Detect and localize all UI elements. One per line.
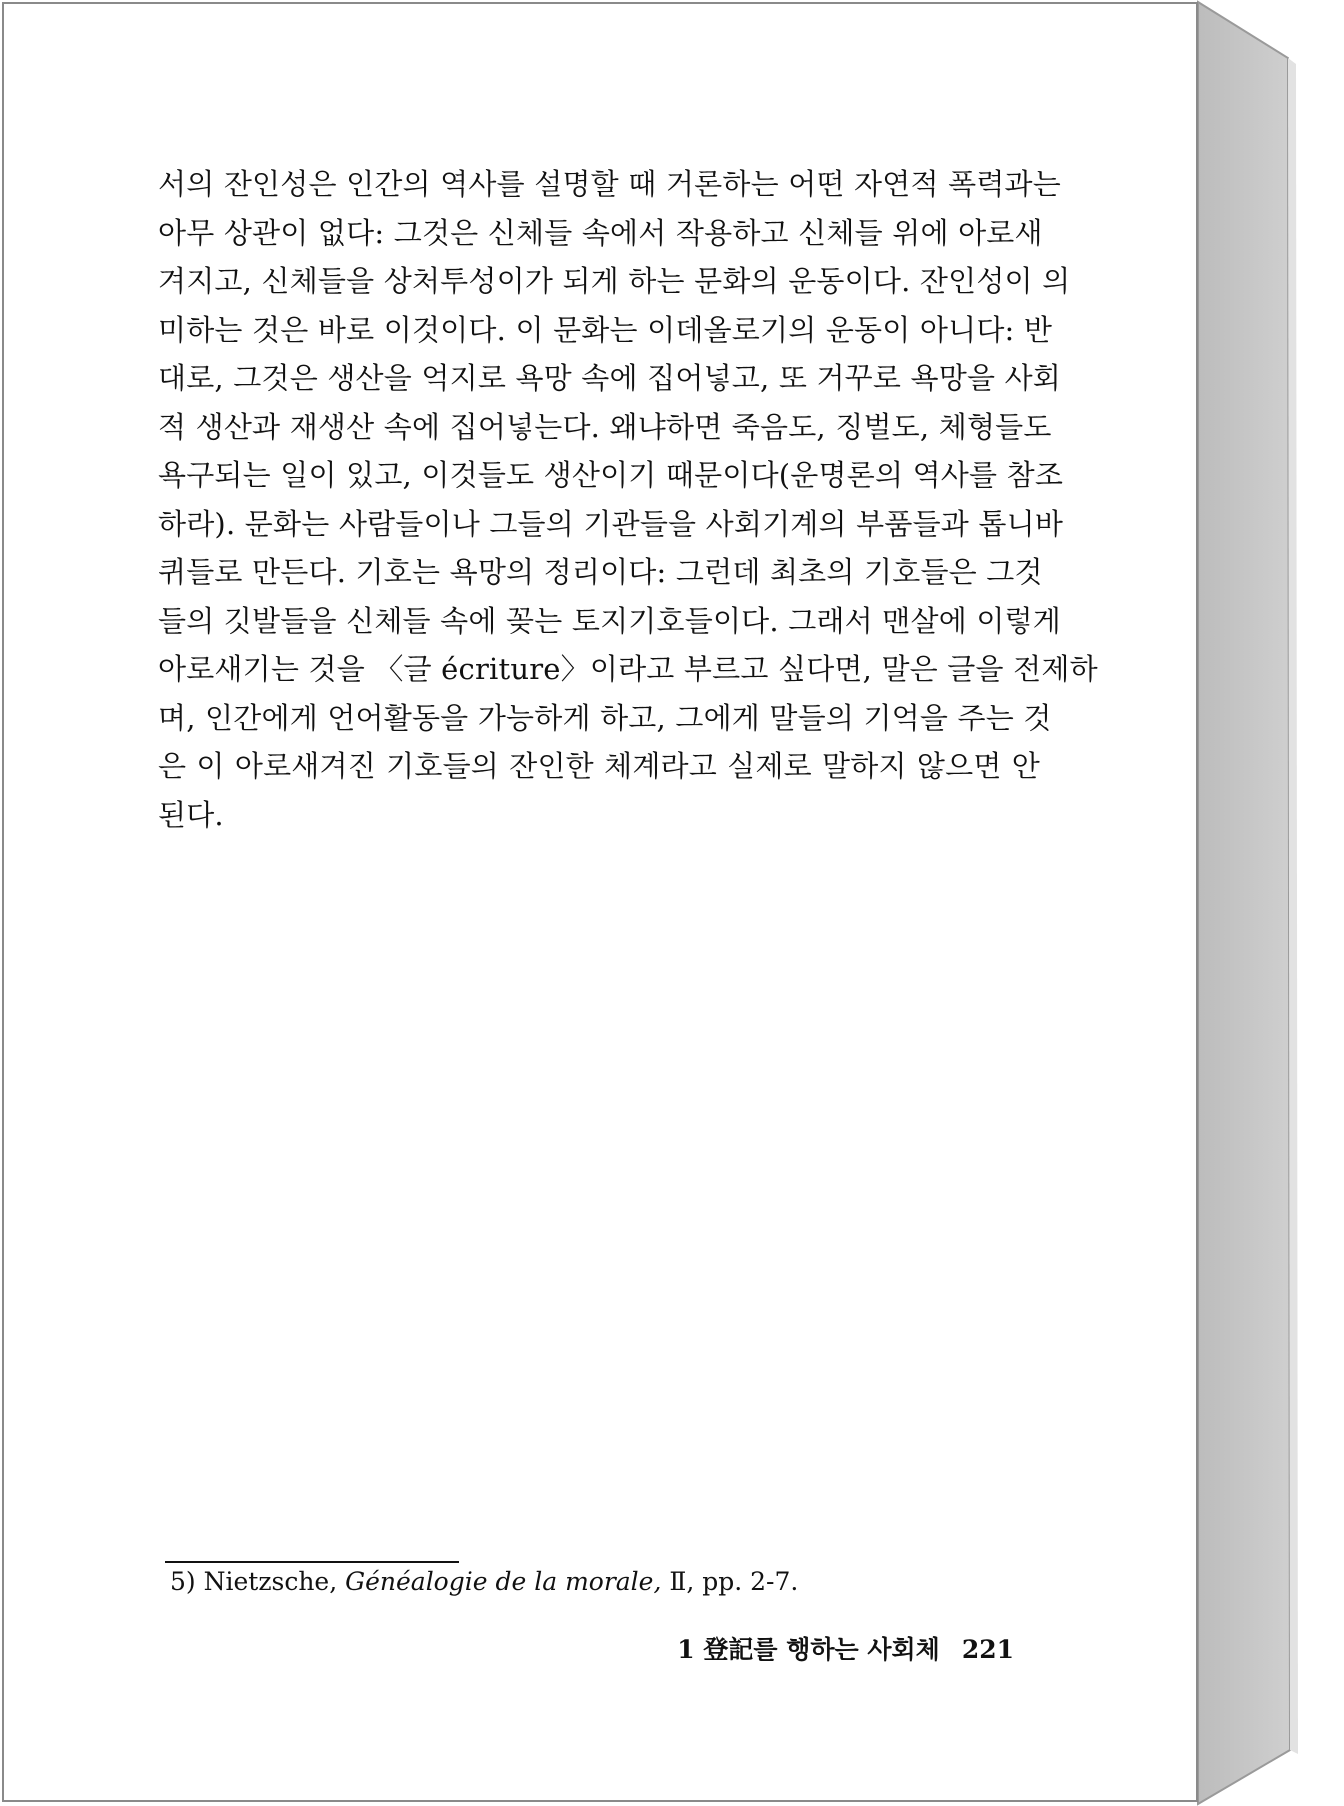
footnote-prefix: 5) Nietzsche,	[170, 1567, 346, 1596]
body-line: 된다.	[158, 797, 224, 832]
footnote-suffix: Ⅱ, pp. 2-7.	[661, 1567, 799, 1596]
book-side-face	[1198, 2, 1290, 1804]
body-line: 퀴들로 만든다. 기호는 욕망의 정리이다: 그런데 최초의 기호들은 그것	[158, 555, 1043, 589]
body-line: 겨지고, 신체들을 상처투성이가 되게 하는 문화의 운동이다. 잔인성이 의	[158, 264, 1071, 298]
footnote	[170, 1562, 870, 1602]
body-text	[158, 160, 1098, 839]
body-line: 미하는 것은 바로 이것이다. 이 문화는 이데올로기의 운동이 아니다: 반	[158, 312, 1053, 347]
running-footer	[677, 1630, 1014, 1670]
footer-chapter: 1 登記를 행하는 사회체	[677, 1635, 940, 1664]
body-line: 대로, 그것은 생산을 억지로 욕망 속에 집어넣고, 또 거꾸로 욕망을 사회	[158, 361, 1062, 395]
body-line: 아무 상관이 없다: 그것은 신체들 속에서 작용하고 신체들 위에 아로새	[158, 215, 1043, 250]
page-number: 221	[961, 1635, 1014, 1664]
body-line: 들의 깃발들을 신체들 속에 꽂는 토지기호들이다. 그래서 맨살에 이렇게	[158, 603, 1061, 638]
body-line: 아로새기는 것을 〈글 écriture〉이라고 부르고 싶다면, 말은 글을 전제하	[158, 652, 1098, 686]
body-line: 서의 잔인성은 인간의 역사를 설명할 때 거론하는 어떤 자연적 폭력과는	[158, 167, 1061, 201]
body-line: 며, 인간에게 언어활동을 가능하게 하고, 그에게 말들의 기억을 주는 것	[158, 700, 1052, 735]
body-line: 적 생산과 재생산 속에 집어넣는다. 왜냐하면 죽음도, 징벌도, 체형들도	[158, 409, 1052, 444]
body-line: 은 이 아로새겨진 기호들의 잔인한 체계라고 실제로 말하지 않으면 안	[158, 749, 1040, 783]
body-line: 욕구되는 일이 있고, 이것들도 생산이기 때문이다(운명론의 역사를 참조	[158, 458, 1064, 492]
body-line: 하라). 문화는 사람들이나 그들의 기관들을 사회기계의 부품들과 톱니바	[158, 506, 1064, 541]
footnote-title: Généalogie de la morale,	[345, 1567, 662, 1596]
